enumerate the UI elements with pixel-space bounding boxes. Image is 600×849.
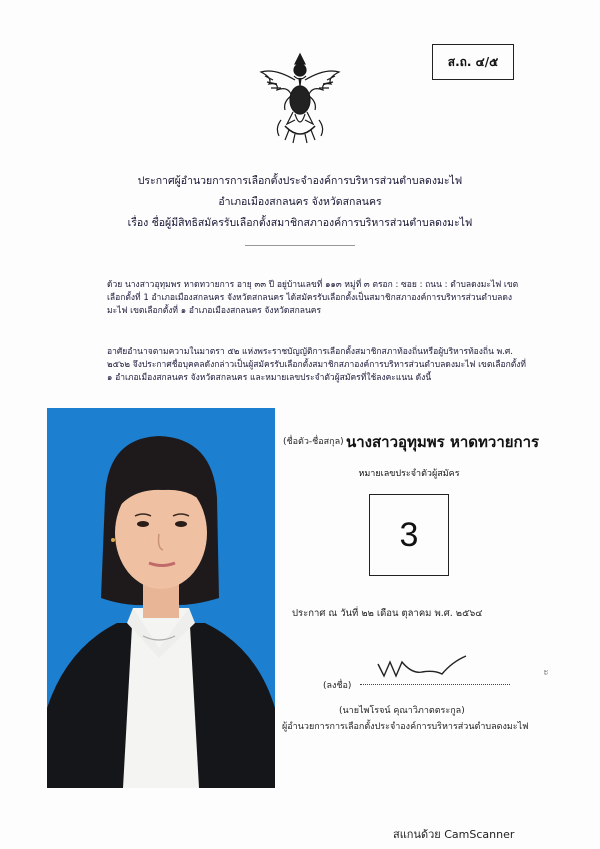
scan-mark: ะ [543, 665, 549, 678]
candidate-photo [47, 408, 275, 788]
signature-line [360, 684, 510, 685]
signer-name: (นายไพโรจน์ คุณาวิภาตตระกูล) [339, 706, 465, 716]
candidate-number: 3 [399, 515, 419, 554]
form-code: ส.ถ. ๔/๕ [447, 54, 499, 69]
garuda-emblem-icon [255, 50, 345, 145]
header-line-1: ประกาศผู้อำนวยการการเลือกตั้งประจำองค์การบริหารส่วนตำบลดงมะไฟ [137, 175, 463, 187]
body-paragraph-1: ด้วย นางสาวอุทุมพร หาดทวายการ อายุ ๓๓ ปี อยู่บ้านเลขที่ ๑๑๓ หมู่ที่ ๓ ตรอก : ซอย : ถนน : ตำบลดงมะไฟ เขตเลือกตั้งที่ 1 อำเภอเมืองสกลนคร จังหวัดสกลนคร ได้สมัครรับเลือกตั้งเป็นสมาชิกสภาองค์การบริหารส่วนตำบลดงมะไฟ เขตเลือกตั้งที่ ๑ อำเภอเมืองสกลนคร จังหวัดสกลนคร [107, 280, 519, 317]
signature-label: (ลงชื่อ) [323, 681, 352, 691]
header-divider [245, 245, 355, 246]
form-code-box [432, 44, 514, 80]
header-line-2: อำเภอเมืองสกลนคร จังหวัดสกลนคร [218, 196, 382, 208]
candidate-number-box [369, 494, 449, 576]
name-label: (ชื่อตัว-ชื่อสกุล) [283, 437, 344, 447]
candidate-name: นางสาวอุทุมพร หาดทวายการ [346, 433, 540, 451]
candidate-number-label: หมายเลขประจำตัวผู้สมัคร [358, 469, 460, 479]
header-subject: เรื่อง ชื่อผู้มีสิทธิสมัครรับเลือกตั้งสมาชิกสภาองค์การบริหารส่วนตำบลดงมะไฟ [127, 217, 473, 229]
announcement-date: ประกาศ ณ วันที่ ๒๒ เดือน ตุลาคม พ.ศ. ๒๕๖๔ [292, 608, 483, 619]
signer-title: ผู้อำนวยการการเลือกตั้งประจำองค์การบริหารส่วนตำบลดงมะไฟ [282, 722, 529, 732]
signature-mark [372, 652, 472, 682]
footer-camscanner: สแกนด้วย CamScanner [393, 828, 515, 841]
body-paragraph-2: อาศัยอำนาจตามความในมาตรา ๕๒ แห่งพระราชบัญญัติการเลือกตั้งสมาชิกสภาท้องถิ่นหรือผู้บริหารท้องถิ่น พ.ศ. ๒๕๖๒ จึงประกาศชื่อบุคคลดังกล่าวเป็นผู้สมัครรับเลือกตั้งสมาชิกสภาองค์การบริหารส่วนตำบลดงมะไฟ เขตเลือกตั้งที่ ๑ อำเภอเมืองสกลนคร จังหวัดสกลนคร และหมายเลขประจำตัวผู้สมัครที่ใช้ลงคะแนน ดังนี้ [107, 347, 527, 384]
